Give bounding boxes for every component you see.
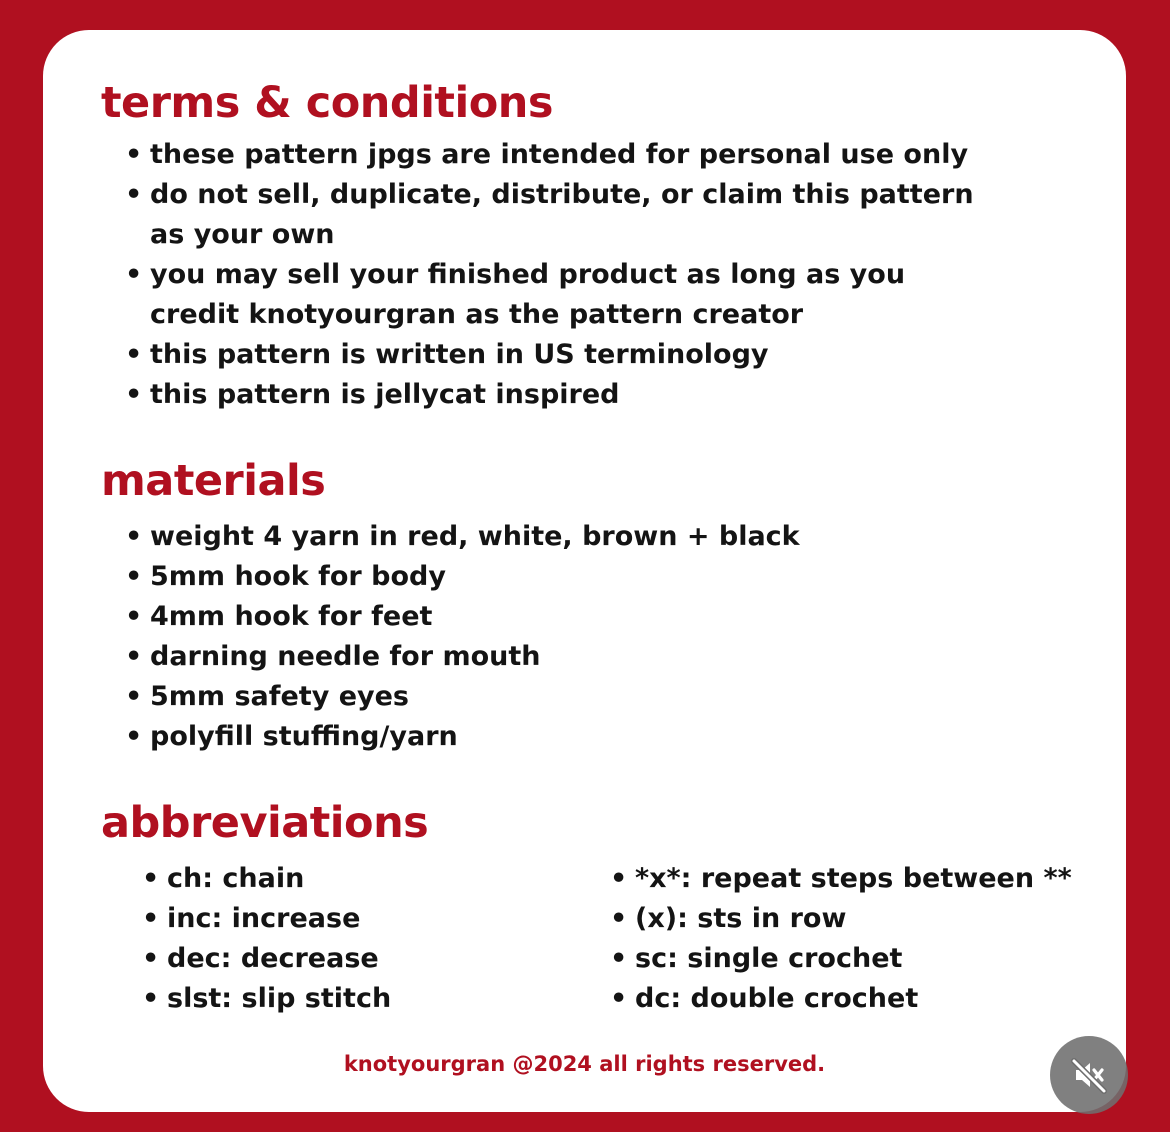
list-item: • polyfill stuffing/yarn	[125, 717, 800, 757]
materials-list	[125, 517, 800, 757]
list-item-continuation: credit knotyourgran as the pattern creator	[150, 299, 804, 330]
bullet: •	[610, 983, 628, 1014]
list-item: • ch: chain	[142, 859, 391, 899]
list-item: • 5mm hook for body	[125, 557, 800, 597]
list-item: • these pattern jpgs are intended for personal use only	[125, 135, 974, 175]
list-item: • sc: single crochet	[610, 939, 1072, 979]
bullet: •	[610, 863, 628, 894]
abbreviations-list-right	[610, 859, 1072, 1019]
speaker-muted-icon	[1069, 1055, 1109, 1095]
bullet: •	[125, 681, 143, 712]
materials-heading: materials	[101, 456, 326, 506]
bullet: •	[610, 903, 628, 934]
bullet: •	[142, 903, 160, 934]
bullet: •	[142, 863, 160, 894]
bullet: •	[142, 943, 160, 974]
bullet: •	[125, 521, 143, 552]
list-item: • dec: decrease	[142, 939, 391, 979]
list-item: • (x): sts in row	[610, 899, 1072, 939]
list-item: • 5mm safety eyes	[125, 677, 800, 717]
list-item: • slst: slip stitch	[142, 979, 391, 1019]
list-item: • 4mm hook for feet	[125, 597, 800, 637]
list-item: • do not sell, duplicate, distribute, or claim this pattern	[125, 175, 974, 215]
bullet: •	[125, 641, 143, 672]
terms-list	[125, 135, 974, 415]
bullet: •	[142, 983, 160, 1014]
bullet: •	[125, 379, 143, 410]
pattern-card	[43, 30, 1126, 1112]
list-item: • this pattern is jellycat inspired	[125, 375, 974, 415]
list-item: • this pattern is written in US terminology	[125, 335, 974, 375]
list-item: • darning needle for mouth	[125, 637, 800, 677]
bullet: •	[610, 943, 628, 974]
list-item-continuation: as your own	[150, 219, 335, 250]
list-item: • inc: increase	[142, 899, 391, 939]
bullet: •	[125, 259, 143, 290]
abbreviations-list-left	[142, 859, 391, 1019]
list-item: • dc: double crochet	[610, 979, 1072, 1019]
terms-heading: terms & conditions	[101, 78, 553, 128]
bullet: •	[125, 561, 143, 592]
copyright-footer: knotyourgran @2024 all rights reserved.	[343, 1052, 826, 1076]
list-item: • you may sell your finished product as long as you	[125, 255, 974, 295]
bullet: •	[125, 339, 143, 370]
abbreviations-heading: abbreviations	[101, 798, 429, 848]
list-item: • weight 4 yarn in red, white, brown + black	[125, 517, 800, 557]
bullet: •	[125, 721, 143, 752]
bullet: •	[125, 139, 143, 170]
mute-button[interactable]	[1050, 1036, 1128, 1114]
bullet: •	[125, 601, 143, 632]
bullet: •	[125, 179, 143, 210]
list-item: • *x*: repeat steps between **	[610, 859, 1072, 899]
